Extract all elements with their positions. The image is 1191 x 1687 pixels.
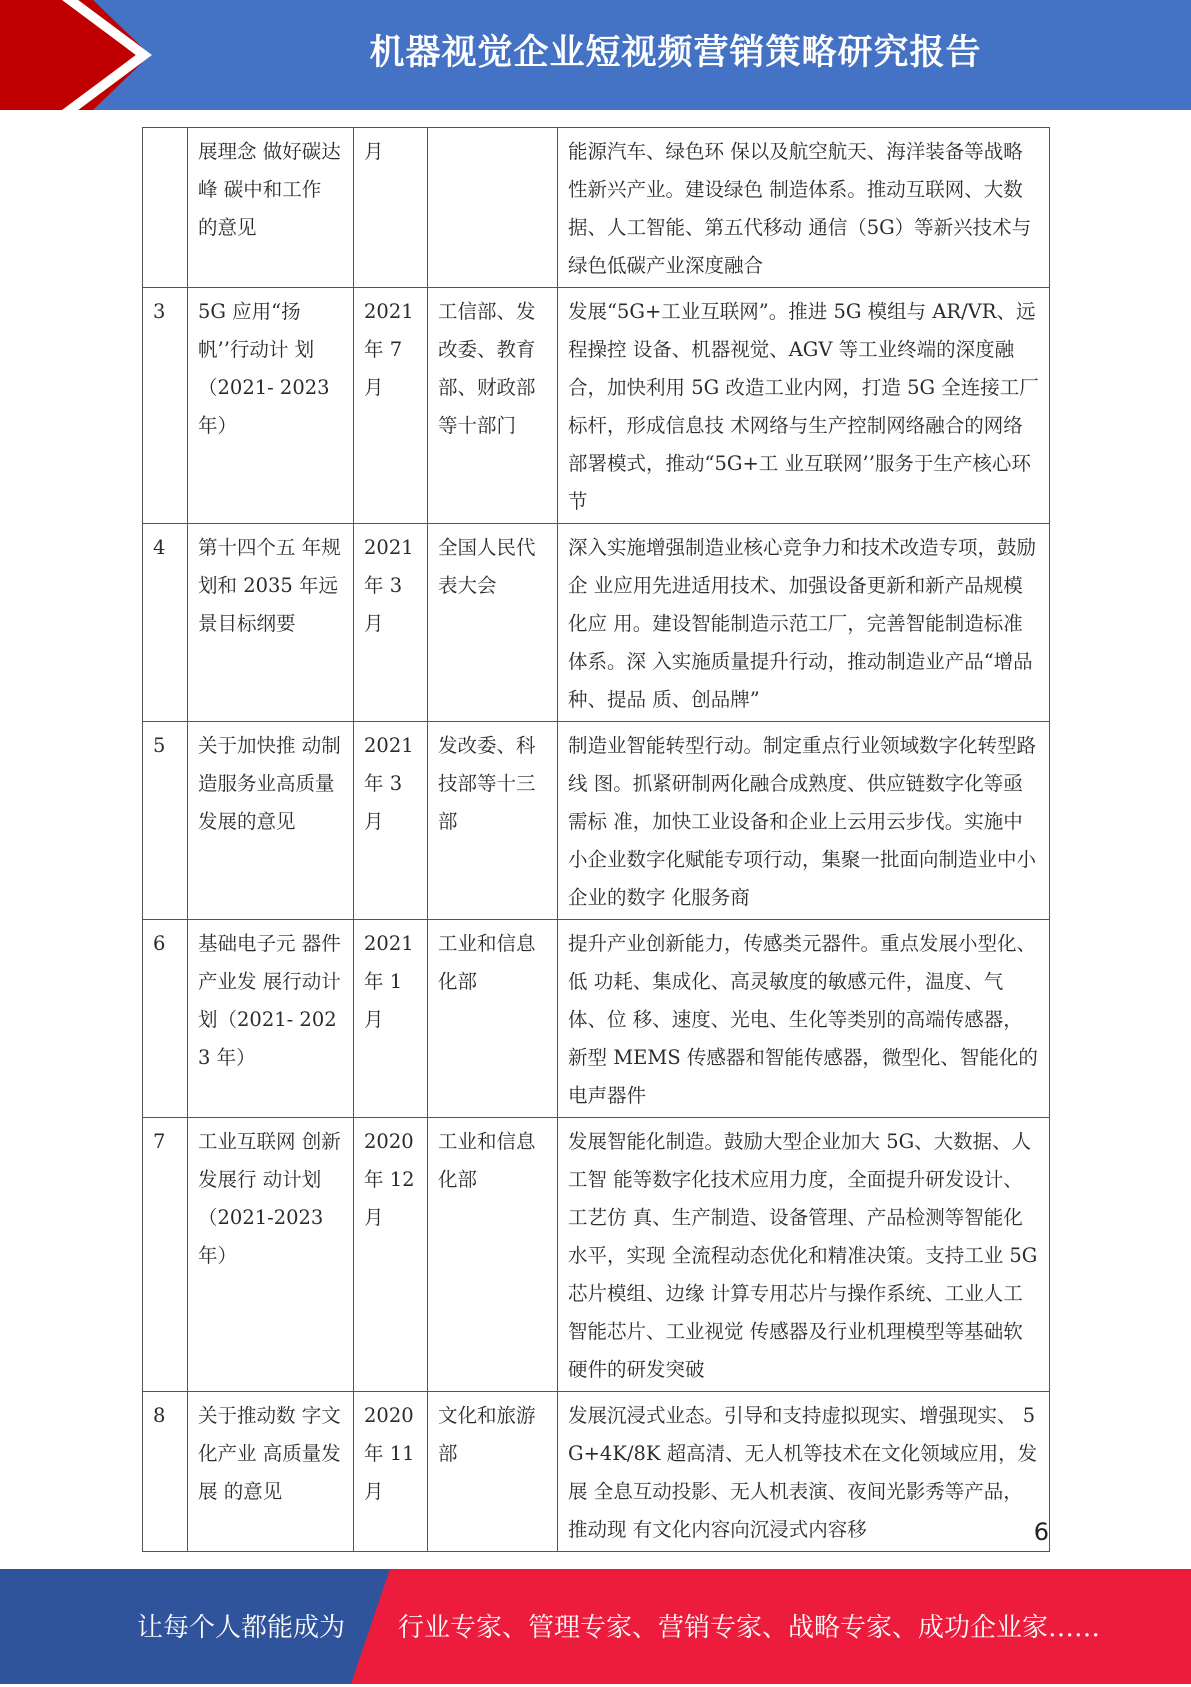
page-header xyxy=(0,0,1191,110)
issue-date: 2021 年 1 月 xyxy=(354,920,428,1118)
page-footer xyxy=(0,1569,1191,1684)
issue-date: 2021 年 7 月 xyxy=(354,288,428,524)
table-row xyxy=(143,920,1050,1118)
footer-slogan-left: 让每个人都能成为 xyxy=(136,1613,345,1643)
policy-content: 发展智能化制造。鼓励大型企业加大 5G、大数据、人工智 能等数字化技术应用力度，全面提升研发设计、工艺仿 真、生产制造、设备管理、产品检测等智能化水平，实现 全流程动态优化和精准决策。支持工业 5G 芯片模组、边缘 计算专用芯片与操作系统、工业人工智能芯片、工业视觉 传感器及行业机理模型等基础软硬件的研发突破 xyxy=(558,1118,1050,1392)
row-number: 8 xyxy=(143,1392,188,1552)
policy-name: 基础电子元 器件产业发 展行动计划（2021- 2023 年） xyxy=(188,920,354,1118)
row-number xyxy=(143,128,188,288)
table-row xyxy=(143,722,1050,920)
issuing-department: 工信部、发改委、教育部、财政部等十部门 xyxy=(428,288,558,524)
issue-date: 2020 年 12 月 xyxy=(354,1118,428,1392)
issuing-department: 工业和信息化部 xyxy=(428,920,558,1118)
row-number: 4 xyxy=(143,524,188,722)
table-row xyxy=(143,1118,1050,1392)
policy-name: 展理念 做好碳达峰 碳中和工作 的意见 xyxy=(188,128,354,288)
table-row xyxy=(143,288,1050,524)
table-row xyxy=(143,524,1050,722)
issuing-department: 文化和旅游部 xyxy=(428,1392,558,1552)
issuing-department: 工业和信息化部 xyxy=(428,1118,558,1392)
page-number: 6 xyxy=(1033,1518,1049,1546)
issue-date: 2021 年 3 月 xyxy=(354,722,428,920)
footer-slogan-right: 行业专家、管理专家、营销专家、战略专家、成功企业家…… xyxy=(398,1613,1101,1643)
issuing-department: 全国人民代表大会 xyxy=(428,524,558,722)
header-red-arrow xyxy=(0,0,150,110)
policy-name: 工业互联网 创新发展行 动计划（2021-2023 年） xyxy=(188,1118,354,1392)
policy-content: 制造业智能转型行动。制定重点行业领域数字化转型路线 图。抓紧研制两化融合成熟度、供应链数字化等亟需标 准，加快工业设备和企业上云用云步伐。实施中小企业数字化赋能专项行动，集聚一批面向制造业中小企业的数字 化服务商 xyxy=(558,722,1050,920)
policy-table xyxy=(142,127,1050,1552)
report-title: 机器视觉企业短视频营销策略研究报告 xyxy=(369,33,982,73)
table-row xyxy=(143,128,1050,288)
row-number: 5 xyxy=(143,722,188,920)
issue-date: 2021 年 3 月 xyxy=(354,524,428,722)
policy-content: 能源汽车、绿色环 保以及航空航天、海洋装备等战略性新兴产业。建设绿色 制造体系。推动互联网、大数据、人工智能、第五代移动 通信（5G）等新兴技术与绿色低碳产业深度融合 xyxy=(558,128,1050,288)
policy-name: 5G 应用“扬 帆’’行动计 划（2021- 2023 年） xyxy=(188,288,354,524)
policy-name: 第十四个五 年规划和 2035 年远 景目标纲要 xyxy=(188,524,354,722)
policy-name: 关于加快推 动制造服务业高质量发展的意见 xyxy=(188,722,354,920)
row-number: 3 xyxy=(143,288,188,524)
policy-content: 发展“5G+工业互联网”。推进 5G 模组与 AR/VR、远程操控 设备、机器视觉、AGV 等工业终端的深度融合，加快利用 5G 改造工业内网，打造 5G 全连接工厂标杆，形成信息技 术网络与生产控制网络融合的网络部署模式，推动“5G+工 业互联网’’服务于生产核心环节 xyxy=(558,288,1050,524)
issuing-department xyxy=(428,128,558,288)
policy-content: 发展沉浸式业态。引导和支持虚拟现实、增强现实、 5G+4K/8K 超高清、无人机等技术在文化领域应用，发展 全息互动投影、无人机表演、夜间光影秀等产品，推动现 有文化内容向沉浸式内容移 xyxy=(558,1392,1050,1552)
row-number: 6 xyxy=(143,920,188,1118)
row-number: 7 xyxy=(143,1118,188,1392)
policy-name: 关于推动数 字文化产业 高质量发展 的意见 xyxy=(188,1392,354,1552)
issue-date: 2020 年 11 月 xyxy=(354,1392,428,1552)
issuing-department: 发改委、科技部等十三部 xyxy=(428,722,558,920)
policy-content: 提升产业创新能力，传感类元器件。重点发展小型化、低 功耗、集成化、高灵敏度的敏感元件，温度、气体、位 移、速度、光电、生化等类别的高端传感器，新型 MEMS 传感器和智能传感器，微型化、智能化的电声器件 xyxy=(558,920,1050,1118)
issue-date: 月 xyxy=(354,128,428,288)
table-row xyxy=(143,1392,1050,1552)
policy-content: 深入实施增强制造业核心竞争力和技术改造专项，鼓励企 业应用先进适用技术、加强设备更新和新产品规模化应 用。建设智能制造示范工厂，完善智能制造标准体系。深 入实施质量提升行动，推动制造业产品“增品种、提品 质、创品牌” xyxy=(558,524,1050,722)
